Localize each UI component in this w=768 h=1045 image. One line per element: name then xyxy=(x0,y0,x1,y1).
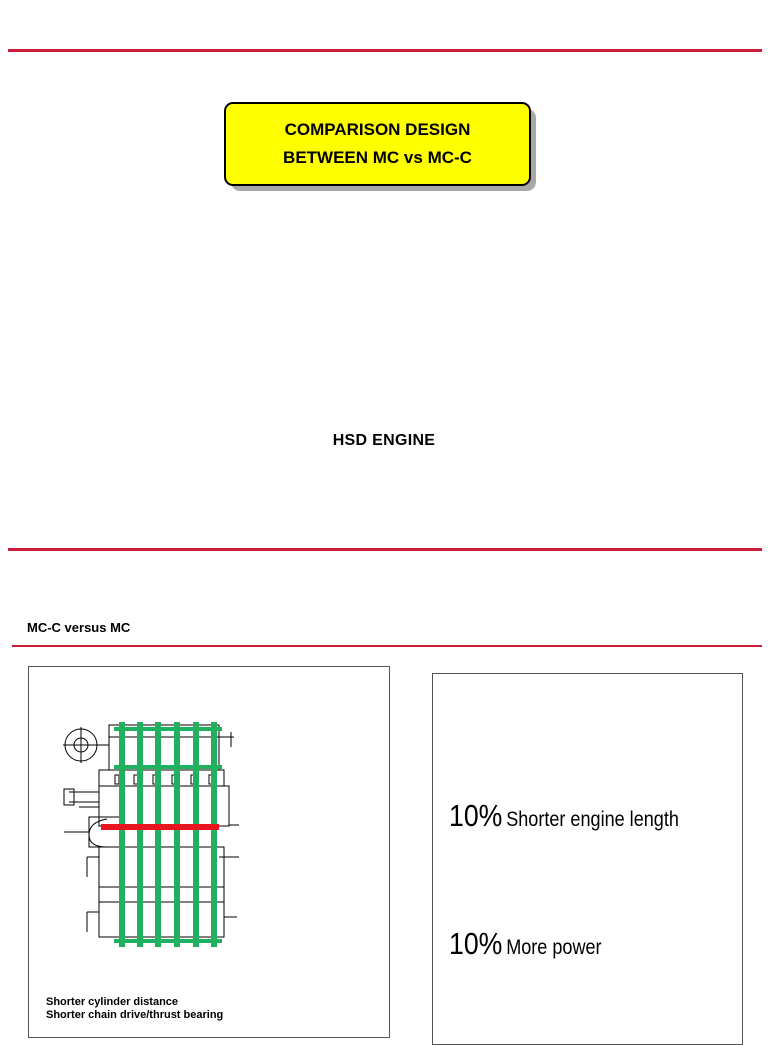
caption-line: Shorter chain drive/thrust bearing xyxy=(46,1009,224,1021)
slide-heading: MC-C versus MC xyxy=(27,620,131,635)
red-bar xyxy=(101,824,219,830)
stat-percent: 10% xyxy=(449,926,503,961)
green-cap xyxy=(114,939,222,943)
green-bar xyxy=(193,722,199,947)
middle-divider xyxy=(8,548,762,551)
stat-text: More power xyxy=(506,936,602,959)
green-cap xyxy=(114,765,222,769)
stat-engine-length xyxy=(449,798,679,834)
benefits-panel xyxy=(432,673,743,1045)
title-line-2: BETWEEN MC vs MC-C xyxy=(283,148,472,167)
green-cap xyxy=(114,727,222,731)
green-bar xyxy=(119,722,125,947)
heading-divider xyxy=(12,645,762,647)
engine-diagram-panel xyxy=(28,666,390,1038)
title-box xyxy=(224,102,531,186)
green-bar xyxy=(174,722,180,947)
engine-diagram xyxy=(59,707,249,947)
top-divider xyxy=(8,49,762,52)
stat-percent: 10% xyxy=(449,798,503,833)
green-bar xyxy=(211,722,217,947)
green-bar xyxy=(155,722,161,947)
engine-label: HSD ENGINE xyxy=(332,432,436,449)
caption-line: Shorter cylinder distance xyxy=(46,996,179,1008)
green-bar xyxy=(137,722,143,947)
title-line-1: COMPARISON DESIGN xyxy=(284,120,471,139)
stat-more-power xyxy=(449,926,602,962)
diagram-caption xyxy=(46,996,223,1022)
stat-text: Shorter engine length xyxy=(506,808,679,831)
